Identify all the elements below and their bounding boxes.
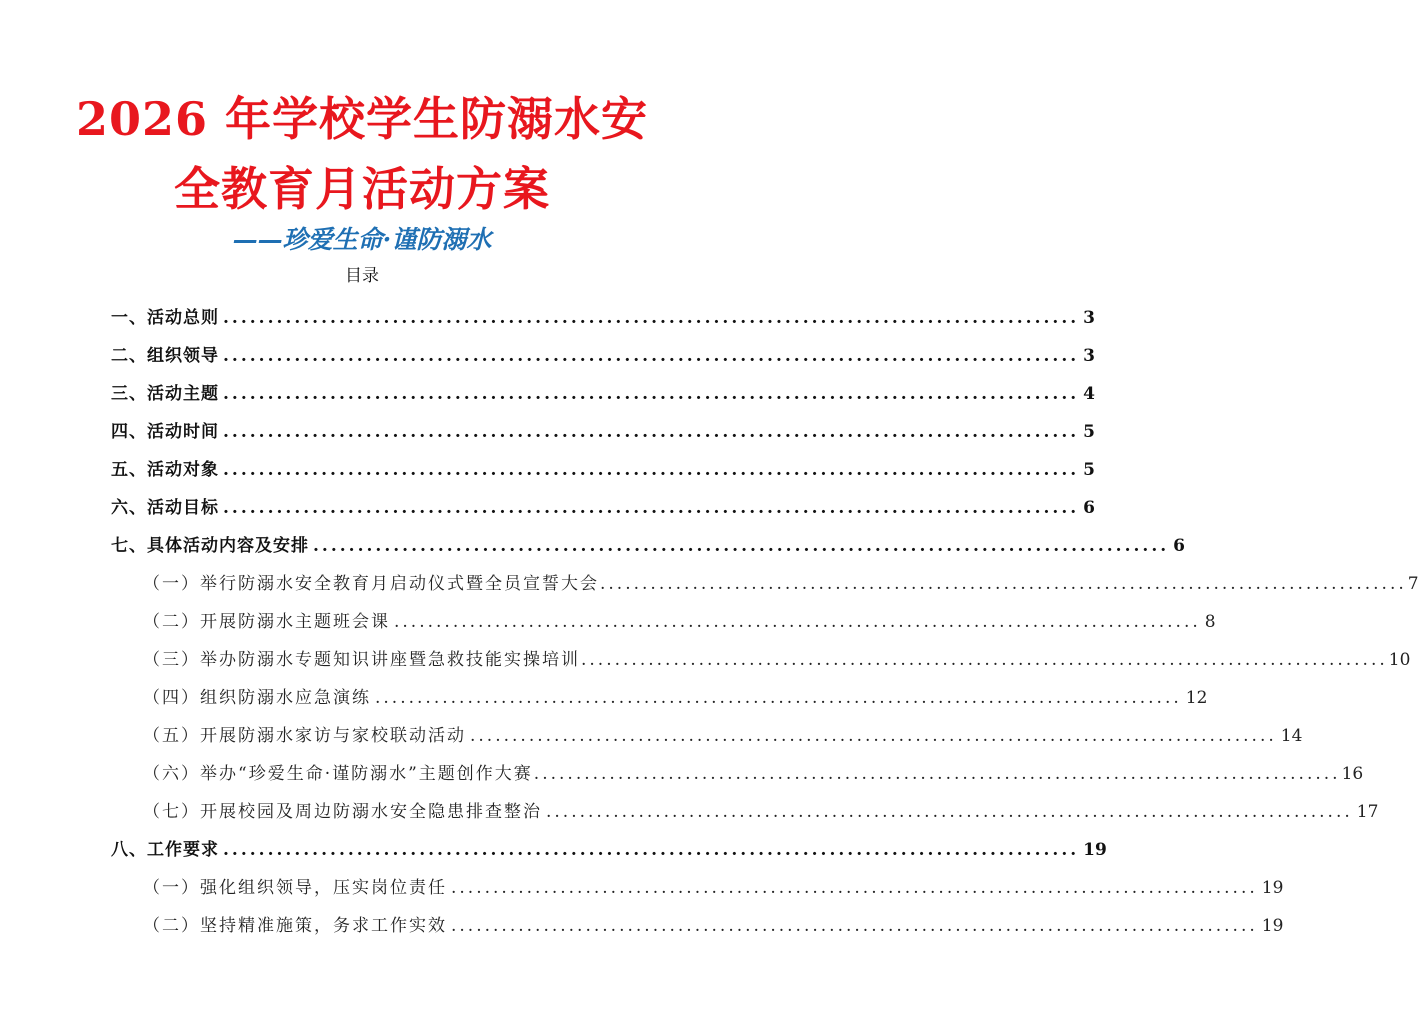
toc-entry-label: 一、活动总则 bbox=[111, 308, 219, 328]
document-title-line-1: 2026 年学校学生防溺水安 bbox=[75, 92, 649, 146]
toc-entry-label: （一）举行防溺水安全教育月启动仪式暨全员宣誓大会 bbox=[143, 574, 599, 594]
toc-subentry[interactable] bbox=[143, 799, 1379, 825]
toc-entry[interactable] bbox=[111, 495, 1096, 521]
toc-page-number: 5 bbox=[1083, 422, 1096, 442]
toc-entry-label: 六、活动目标 bbox=[111, 498, 219, 518]
toc-leader-dots: ................................................................................................ bbox=[223, 384, 1080, 404]
toc-page-number: 19 bbox=[1261, 878, 1284, 898]
toc-leader-dots: ................................................................................................ bbox=[223, 840, 1080, 860]
toc-page-number: 5 bbox=[1083, 460, 1096, 480]
toc-heading: 目录 bbox=[345, 266, 379, 286]
toc-entry-label: （七）开展校园及周边防溺水安全隐患排查整治 bbox=[143, 802, 542, 822]
toc-leader-dots: ................................................................................................ bbox=[533, 764, 1341, 784]
toc-page-number: 14 bbox=[1280, 726, 1303, 746]
toc-entry-label: （三）举办防溺水专题知识讲座暨急救技能实操培训 bbox=[143, 650, 580, 670]
toc-leader-dots: ................................................................................................ bbox=[313, 536, 1170, 556]
toc-subentry[interactable] bbox=[143, 723, 1303, 749]
toc-leader-dots: ................................................................................................ bbox=[375, 688, 1182, 708]
toc-subentry[interactable] bbox=[143, 609, 1216, 635]
toc-leader-dots: ................................................................................................ bbox=[223, 308, 1080, 328]
toc-leader-dots: ................................................................................................ bbox=[223, 346, 1080, 366]
toc-entry-label: 五、活动对象 bbox=[111, 460, 219, 480]
toc-subentry[interactable] bbox=[143, 685, 1208, 711]
toc-page-number: 6 bbox=[1083, 498, 1096, 518]
toc-entry-label: （四）组织防溺水应急演练 bbox=[143, 688, 371, 708]
toc-entry-label: （六）举办“珍爱生命·谨防溺水”主题创作大赛 bbox=[143, 764, 533, 784]
toc-entry-label: （二）坚持精准施策，务求工作实效 bbox=[143, 916, 447, 936]
toc-entry[interactable] bbox=[111, 343, 1096, 369]
toc-leader-dots: ................................................................................................ bbox=[546, 802, 1353, 822]
document-subtitle: ——珍爱生命·谨防溺水 bbox=[232, 225, 492, 254]
toc-entry-label: 二、组织领导 bbox=[111, 346, 219, 366]
toc-entry[interactable] bbox=[111, 381, 1096, 407]
toc-entry-label: （一）强化组织领导，压实岗位责任 bbox=[143, 878, 447, 898]
toc-page-number: 19 bbox=[1261, 916, 1284, 936]
toc-leader-dots: ................................................................................................ bbox=[470, 726, 1277, 746]
toc-entry-label: 八、工作要求 bbox=[111, 840, 219, 860]
toc-entry-label: 四、活动时间 bbox=[111, 422, 219, 442]
toc-page-number: 3 bbox=[1083, 308, 1096, 328]
toc-page-number: 4 bbox=[1083, 384, 1096, 404]
toc-subentry[interactable] bbox=[143, 571, 1419, 597]
toc-entry-label: 七、具体活动内容及安排 bbox=[111, 536, 309, 556]
toc-leader-dots: ................................................................................................ bbox=[394, 612, 1201, 632]
toc-page-number: 16 bbox=[1341, 764, 1364, 784]
toc-subentry[interactable] bbox=[143, 761, 1364, 787]
toc-page-number: 17 bbox=[1356, 802, 1379, 822]
toc-entry[interactable] bbox=[111, 837, 1107, 863]
toc-leader-dots: ................................................................................................ bbox=[223, 422, 1080, 442]
toc-leader-dots: ................................................................................................ bbox=[600, 574, 1407, 594]
toc-entry[interactable] bbox=[111, 457, 1096, 483]
toc-leader-dots: ................................................................................................ bbox=[451, 878, 1258, 898]
toc-subentry[interactable] bbox=[143, 913, 1284, 939]
toc-page-number: 3 bbox=[1083, 346, 1096, 366]
toc-page-number: 7 bbox=[1407, 574, 1419, 594]
toc-page-number: 19 bbox=[1083, 840, 1107, 860]
toc-entry[interactable] bbox=[111, 533, 1186, 559]
toc-entry-label: （二）开展防溺水主题班会课 bbox=[143, 612, 390, 632]
toc-subentry[interactable] bbox=[143, 647, 1411, 673]
toc-leader-dots: ................................................................................................ bbox=[223, 498, 1080, 518]
toc-leader-dots: ................................................................................................ bbox=[223, 460, 1080, 480]
toc-page-number: 12 bbox=[1185, 688, 1208, 708]
toc-page-number: 8 bbox=[1204, 612, 1216, 632]
toc-entry-label: 三、活动主题 bbox=[111, 384, 219, 404]
toc-subentry[interactable] bbox=[143, 875, 1284, 901]
toc-leader-dots: ................................................................................................ bbox=[581, 650, 1388, 670]
toc-leader-dots: ................................................................................................ bbox=[451, 916, 1258, 936]
toc-page-number: 10 bbox=[1388, 650, 1411, 670]
toc-entry[interactable] bbox=[111, 305, 1096, 331]
toc-entry[interactable] bbox=[111, 419, 1096, 445]
document-title-line-2: 全教育月活动方案 bbox=[174, 162, 550, 216]
toc-page-number: 6 bbox=[1173, 536, 1186, 556]
toc-entry-label: （五）开展防溺水家访与家校联动活动 bbox=[143, 726, 466, 746]
